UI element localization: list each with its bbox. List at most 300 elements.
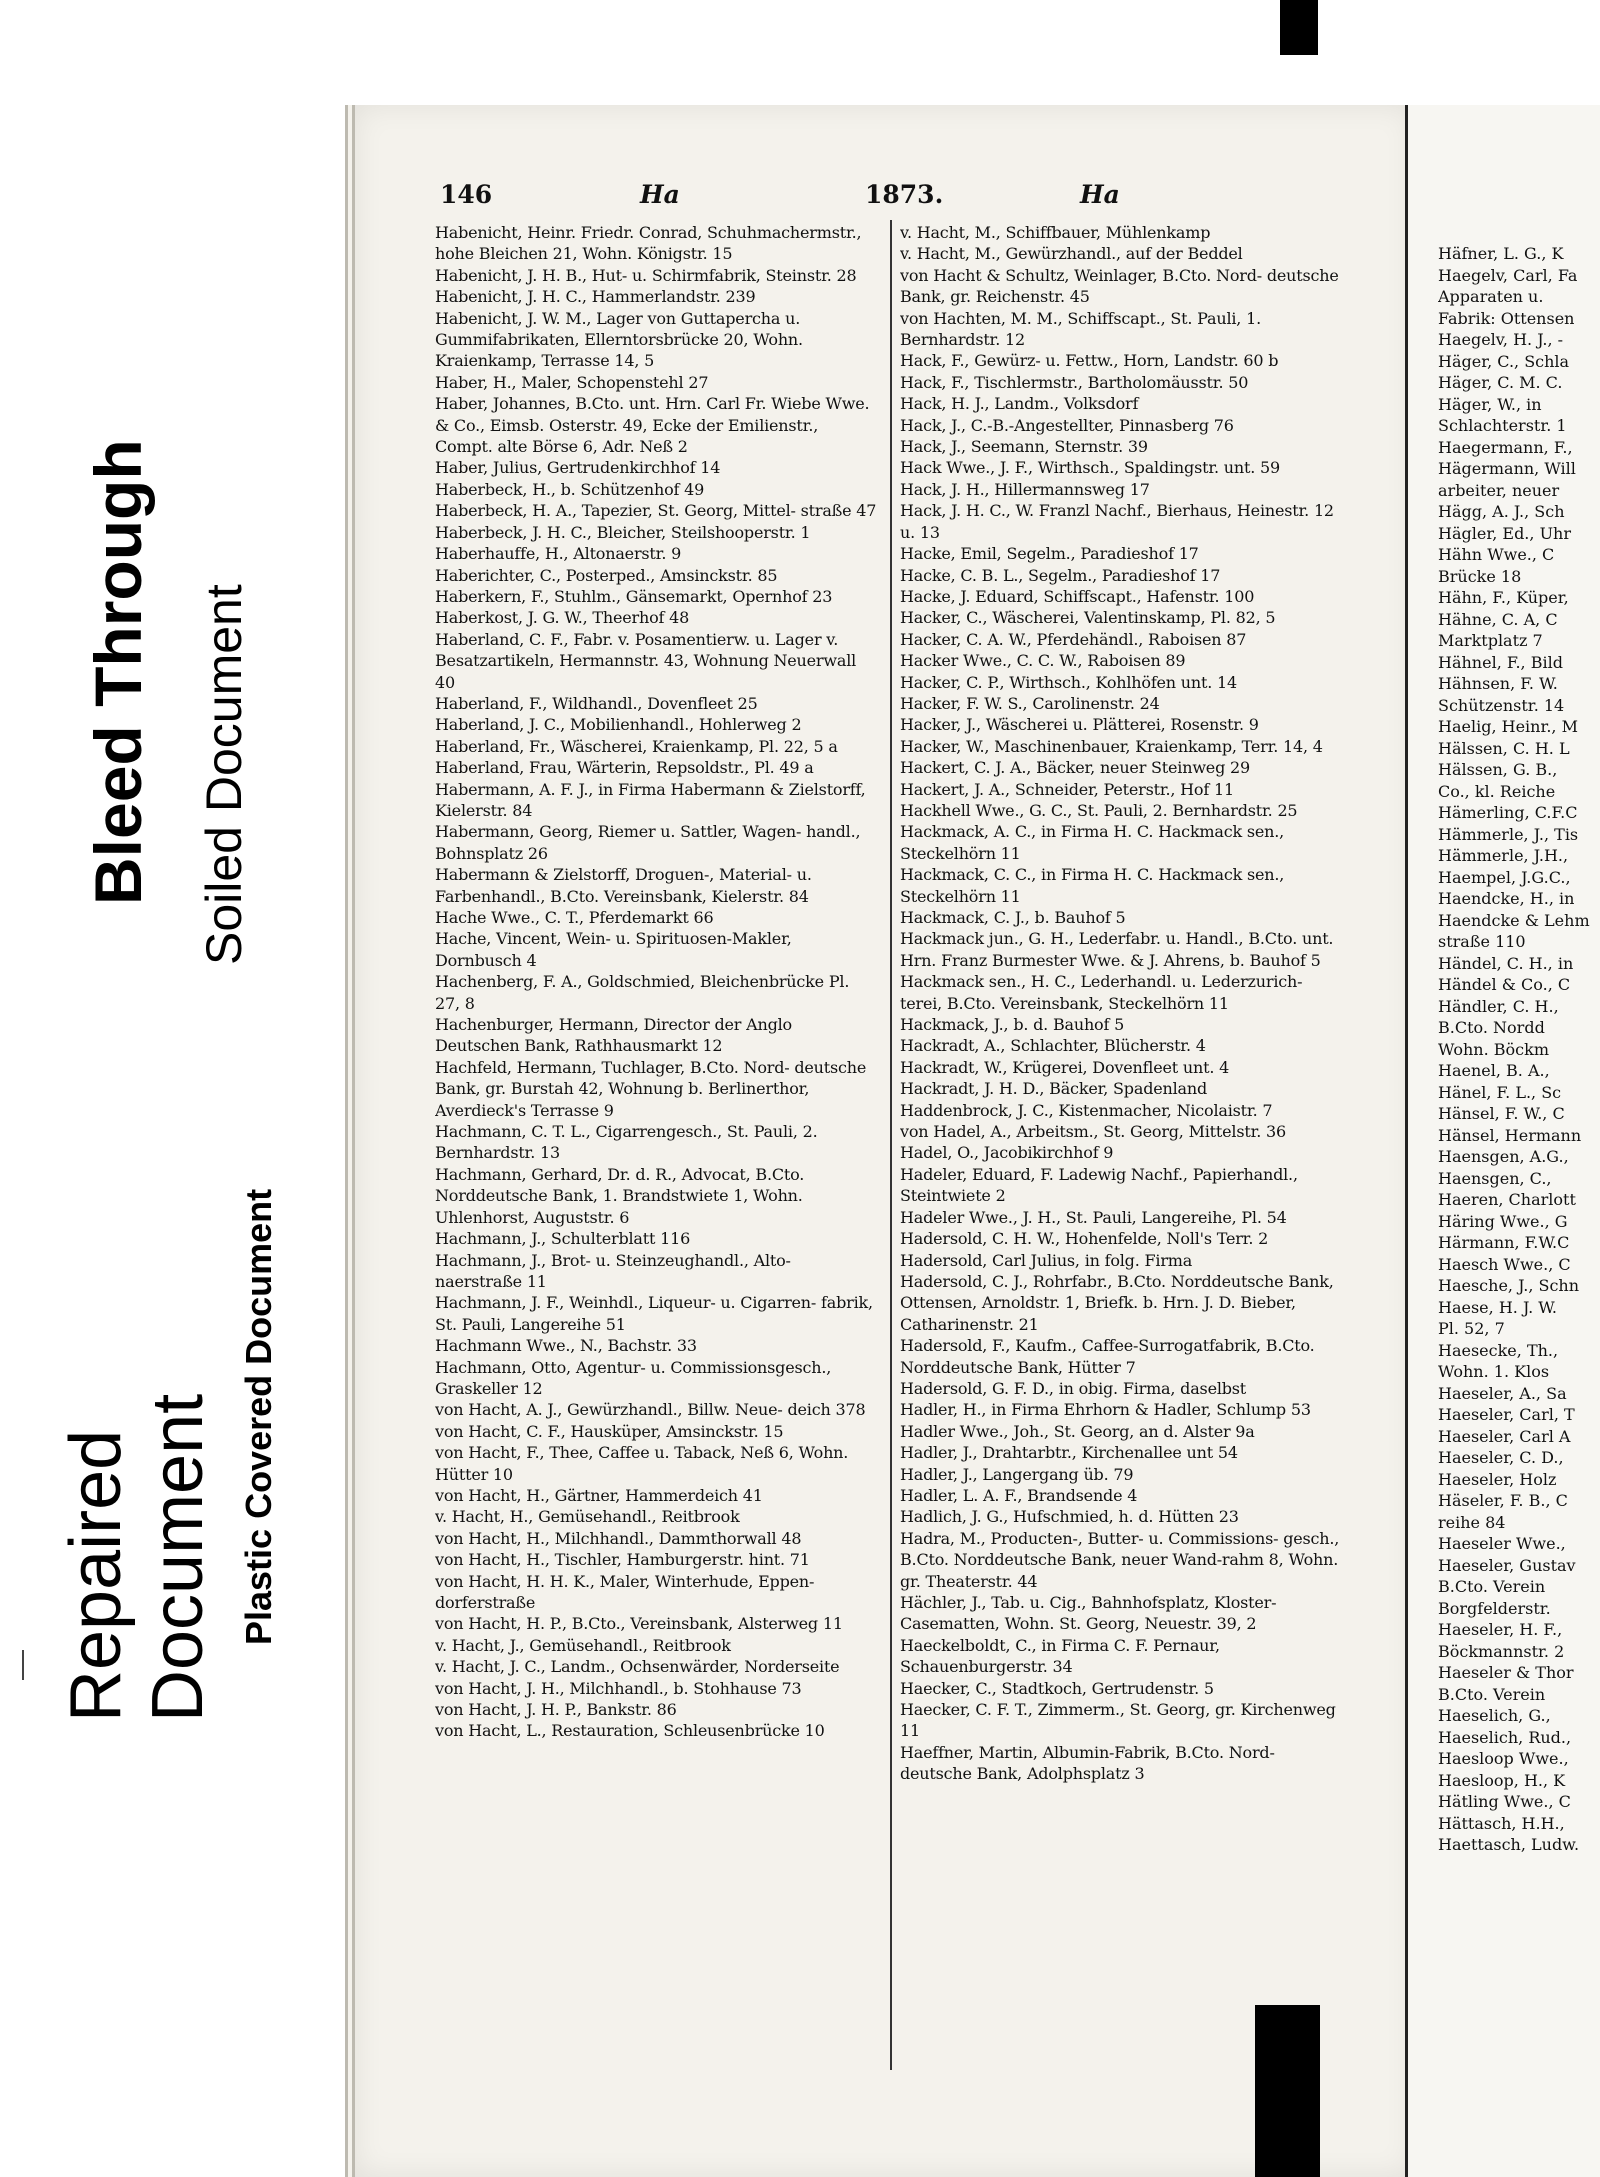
- facing-page-line: Haempel, J.G.C.,: [1438, 867, 1571, 887]
- facing-page-line: Haeseler, A., Sa: [1438, 1383, 1567, 1403]
- entry-text: Hachenburger, Hermann, Director der Anglo: [435, 1015, 792, 1035]
- facing-page-line: reihe 84: [1438, 1512, 1506, 1532]
- facing-page-line: Häger, W., in: [1438, 394, 1542, 414]
- entry-text: Hadra, M., Producten-, Butter- u. Commissions-: [900, 1528, 1279, 1548]
- entry-text: Hack, J., C.-B.-Angestellter, Pinnasberg 76: [900, 415, 1234, 435]
- facing-page-line: Hähn, F., Küper,: [1438, 588, 1569, 607]
- facing-page-line: Böckmannstr. 2: [1438, 1641, 1565, 1661]
- directory-entry: [435, 1292, 877, 1335]
- right-column: [900, 222, 1340, 2072]
- directory-entry: [900, 1421, 1340, 1442]
- entry-text: Haberland, J. C., Mobilienhandl., Hohlerweg 2: [435, 715, 802, 735]
- plastic-covered-label: Plastic Covered Document: [238, 1188, 279, 1645]
- directory-entry: [435, 1506, 877, 1527]
- facing-page-line: Häseler, F. B., C: [1438, 1491, 1568, 1510]
- directory-entry: [900, 800, 1340, 821]
- directory-entry: [900, 928, 1340, 971]
- entry-text: Hackmack, A. C., in Firma H. C. Hackmack sen.,: [900, 822, 1285, 842]
- entry-text: Hadler, J., Drahtarbtr., Kirchenallee unt 54: [900, 1443, 1238, 1463]
- entry-text: Hack, J., Seemann, Sternstr. 39: [900, 437, 1148, 457]
- entry-text: Hachmann, J., Schulterblatt 116: [435, 1229, 691, 1249]
- directory-entry: [900, 1335, 1340, 1378]
- entry-text: Hacke, Emil, Segelm., Paradieshof 17: [900, 544, 1199, 564]
- directory-entry: [900, 1635, 1340, 1678]
- entry-text: Hacke, J. Eduard, Schiffscapt., Hafenstr. 100: [900, 586, 1255, 606]
- entry-text: Hackmack jun., G. H., Lederfabr. u. Handl., B.Cto.: [900, 929, 1298, 949]
- directory-entry: [900, 1121, 1340, 1142]
- directory-entry: [900, 1678, 1340, 1699]
- entry-text: Haberkost, J. G. W., Theerhof 48: [435, 608, 690, 628]
- facing-page-line: Händel & Co., C: [1438, 975, 1571, 994]
- entry-text: Hack, J. H. C., W. Franzl Nachf., Bierhaus,: [900, 501, 1233, 521]
- directory-entry: [900, 565, 1340, 586]
- directory-entry: [435, 1421, 877, 1442]
- repaired-line-1: Repaired: [56, 1429, 136, 1722]
- directory-entry: [900, 543, 1340, 564]
- entry-continuation: Wohn. Hütter 10: [435, 1443, 849, 1484]
- directory-entry: [435, 1335, 877, 1356]
- entry-text: Haberhauffe, H., Altonaerstr. 9: [435, 544, 682, 564]
- directory-entry: [435, 393, 877, 457]
- facing-page-line: Häger, C., Schla: [1438, 351, 1570, 371]
- facing-page-line: Haendcke, H., in: [1438, 889, 1575, 908]
- facing-page-column: [1438, 243, 1600, 1856]
- left-section-heading: Ha: [640, 180, 680, 209]
- left-column: [435, 222, 877, 2072]
- entry-continuation: Norddeutsche Bank, 1. Brandstwiete 1, Wohn. Uhlenhorst, Auguststr. 6: [435, 1186, 803, 1227]
- directory-entry: [900, 907, 1340, 928]
- directory-entry: [900, 821, 1340, 864]
- facing-page-line: Hägermann, Will: [1438, 459, 1576, 478]
- repaired-line-2: Document: [138, 1393, 218, 1722]
- directory-entry: [435, 1635, 877, 1656]
- entry-text: Hackradt, J. H. D., Bäcker, Spadenland: [900, 1079, 1208, 1099]
- entry-text: von Hacht, L., Restauration, Schleusenbrücke 10: [435, 1721, 825, 1741]
- facing-page-line: Hätling Wwe., C: [1438, 1792, 1571, 1811]
- entry-text: Hachmann, C. T. L., Cigarrengesch., St. Pauli,: [435, 1122, 798, 1142]
- facing-page-line: Hämmerle, J.H.,: [1438, 846, 1569, 865]
- directory-entry: [435, 607, 877, 628]
- directory-entry: [435, 1057, 877, 1121]
- entry-text: Haberbeck, H. A., Tapezier, St. Georg, Mittel-: [435, 501, 796, 521]
- entry-text: Hächler, J., Tab. u. Cig., Bahnhofsplatz, Kloster-: [900, 1593, 1277, 1612]
- entry-continuation: v. Besatzartikeln, Hermannstr. 43, Wohnung Neuerwall 40: [435, 629, 857, 692]
- facing-page-line: Haesecke, Th.,: [1438, 1340, 1559, 1360]
- directory-entry: [435, 500, 877, 521]
- directory-entry: [435, 457, 877, 478]
- directory-entry: [900, 607, 1340, 628]
- directory-entry: [435, 372, 877, 393]
- directory-entry: [900, 1035, 1340, 1056]
- facing-page-line: Haeselich, Rud.,: [1438, 1727, 1572, 1747]
- facing-page-line: Haegermann, F.,: [1438, 437, 1573, 457]
- entry-text: Hackert, C. J. A., Bäcker, neuer Steinweg 29: [900, 758, 1250, 778]
- directory-entry: [900, 1506, 1340, 1527]
- facing-page-line: Hägg, A. J., Sch: [1438, 502, 1565, 521]
- facing-page-line: Hättasch, H.H.,: [1438, 1813, 1565, 1833]
- directory-entry: [435, 586, 877, 607]
- directory-entry: [435, 693, 877, 714]
- directory-entry: [900, 864, 1340, 907]
- entry-continuation: 1. Bernhardstr. 12: [900, 308, 1261, 350]
- directory-entry: [435, 1699, 877, 1720]
- entry-continuation: B.Cto. Norddeutsche Bank, Hütter 7: [900, 1336, 1315, 1377]
- facing-page-line: Haesche, J., Schn: [1438, 1276, 1580, 1295]
- entry-continuation: Dornbusch 4: [435, 950, 537, 970]
- entry-continuation: handl., Bohnsplatz 26: [435, 822, 861, 863]
- entry-text: Hacker, C., Wäscherei, Valentinskamp, Pl. 82, 5: [900, 608, 1276, 628]
- scan-edge-bar-top: [1280, 0, 1318, 55]
- directory-entry: [900, 971, 1340, 1014]
- entry-continuation: Kirchenweg 11: [900, 1700, 1336, 1741]
- entry-text: Hachfeld, Hermann, Tuchlager, B.Cto. Nord-: [435, 1057, 790, 1077]
- directory-entry: [435, 1720, 877, 1741]
- facing-page-line: Hähn Wwe., C: [1438, 545, 1555, 564]
- directory-entry: [435, 1613, 877, 1634]
- entry-continuation: Steckelhörn 11: [900, 886, 1021, 906]
- entry-continuation: Bank, Ottensen, Arnoldstr. 1, Briefk. b. Hrn. J. D. Bieber, Catharinenstr. 21: [900, 1271, 1334, 1334]
- soiled-document-label: Soiled Document: [196, 584, 252, 965]
- entry-continuation: Gummifabrikaten, Ellerntorsbrücke 20, Wohn. Kraienkamp, Terrasse 14, 5: [435, 330, 803, 371]
- directory-entry: [435, 1228, 877, 1249]
- entry-text: Hack, F., Tischlermstr., Bartholomäusstr. 50: [900, 372, 1249, 392]
- entry-text: Haeckelboldt, C., in Firma C. F. Pernaur,: [900, 1635, 1220, 1655]
- entry-text: Hacker Wwe., C. C. W., Raboisen 89: [900, 651, 1186, 671]
- directory-entry: [435, 779, 877, 822]
- column-divider: [890, 220, 892, 2070]
- facing-page-line: Haendcke & Lehm: [1438, 910, 1590, 930]
- entry-text: Hackmack, C. C., in Firma H. C. Hackmack sen.,: [900, 865, 1285, 885]
- entry-text: von Hacht & Schultz, Weinlager, B.Cto. Nord-: [900, 265, 1262, 285]
- entry-text: Hacker, F. W. S., Carolinenstr. 24: [900, 693, 1160, 713]
- entry-continuation: Steckelhörn 11: [900, 843, 1021, 863]
- entry-continuation: deutsche Bank, Adolphsplatz 3: [900, 1764, 1145, 1784]
- entry-text: Hackradt, W., Krügerei, Dovenfleet unt. 4: [900, 1057, 1230, 1077]
- directory-entry: [900, 1442, 1340, 1463]
- facing-page-line: B.Cto. Verein: [1438, 1684, 1546, 1704]
- directory-entry: [435, 265, 877, 286]
- directory-entry: [435, 864, 877, 907]
- entry-text: Haberichter, C., Posterped., Amsinckstr. 85: [435, 565, 778, 585]
- entry-text: Hacker, J., Wäscherei u. Plätterei, Rosenstr. 9: [900, 715, 1259, 735]
- entry-text: v. Hacht, J. C., Landm., Ochsenwärder, Norderseite: [435, 1657, 840, 1677]
- directory-entry: [900, 586, 1340, 607]
- facing-page-line: Hälssen, C. H. L: [1438, 738, 1570, 758]
- directory-entry: [900, 1378, 1340, 1399]
- entry-text: Habermann, Georg, Riemer u. Sattler, Wagen-: [435, 822, 802, 842]
- entry-text: von Hacht, H. P., B.Cto., Vereinsbank, Alsterweg 11: [435, 1614, 843, 1634]
- entry-continuation: straße 47: [800, 501, 877, 521]
- facing-page-line: Schützenstr. 14: [1438, 695, 1565, 715]
- entry-text: Hadersold, C. J., Rohrfabr., B.Cto. Norddeutsche: [900, 1271, 1284, 1291]
- directory-entry: [435, 1656, 877, 1677]
- scan-edge-bar-bottom: [1255, 2005, 1320, 2177]
- entry-text: Hadler, H., in Firma Ehrhorn & Hadler, Schlump 53: [900, 1400, 1311, 1420]
- facing-page-line: Haettasch, Ludw.: [1438, 1835, 1580, 1854]
- directory-entry: [900, 265, 1340, 308]
- entry-text: Hachmann, J. F., Weinhdl., Liqueur- u. Cigarren-: [435, 1293, 817, 1313]
- entry-continuation: 2. Bernhardstr. 13: [435, 1122, 818, 1163]
- directory-entry: [900, 372, 1340, 393]
- directory-entry: [900, 693, 1340, 714]
- archival-stamps: [0, 0, 330, 2177]
- directory-entry: [435, 1442, 877, 1485]
- entry-text: Hachenberg, F. A., Goldschmied, Bleichenbrücke: [435, 972, 824, 992]
- facing-page-line: Haenel, B. A.,: [1438, 1061, 1550, 1080]
- directory-entry: [435, 543, 877, 564]
- directory-entry: [900, 714, 1340, 735]
- facing-page-line: Haeseler Wwe.,: [1438, 1534, 1566, 1553]
- directory-entry: [435, 1549, 877, 1570]
- facing-page-line: Haensgen, C.,: [1438, 1168, 1552, 1188]
- entry-text: Haber, Julius, Gertrudenkirchhof 14: [435, 458, 721, 478]
- entry-continuation: terei, B.Cto. Vereinsbank, Steckelhörn 11: [900, 993, 1229, 1013]
- entry-text: Haberland, C. F., Fabr. v. Posamentierw. u. Lager: [435, 629, 822, 649]
- entry-text: Hadler Wwe., Joh., St. Georg, an d. Alster 9a: [900, 1421, 1255, 1441]
- directory-entry: [900, 629, 1340, 650]
- directory-entry: [900, 1250, 1340, 1271]
- entry-continuation: Farbenhandl., B.Cto. Vereinsbank, Kielerstr. 84: [435, 886, 809, 906]
- directory-entry: [900, 415, 1340, 436]
- entry-text: Hack, F., Gewürz- u. Fettw., Horn, Landstr. 60 b: [900, 351, 1279, 371]
- facing-page-line: Hähnel, F., Bild: [1438, 652, 1563, 672]
- entry-text: Haberland, Fr., Wäscherei, Kraienkamp, Pl. 22, 5 a: [435, 736, 838, 756]
- facing-page-line: Hägler, Ed., Uhr: [1438, 523, 1571, 543]
- page-header: [440, 180, 1270, 220]
- entry-continuation: Graskeller 12: [435, 1378, 543, 1398]
- facing-page-line: Haeseler & Thor: [1438, 1663, 1574, 1682]
- entry-text: Hacker, C. P., Wirthsch., Kohlhöfen unt. 14: [900, 672, 1237, 692]
- entry-text: Haberbeck, H., b. Schützenhof 49: [435, 479, 705, 499]
- directory-entry: [900, 672, 1340, 693]
- entry-text: Hackmack, J., b. d. Bauhof 5: [900, 1015, 1125, 1035]
- entry-text: von Hacht, H. H. K., Maler, Winterhude, Eppen-: [435, 1571, 815, 1591]
- facing-page-line: Hälssen, G. B.,: [1438, 760, 1558, 779]
- entry-text: v. Hacht, M., Schiffbauer, Mühlenkamp: [900, 223, 1211, 242]
- facing-page-line: Haese, H. J. W.: [1438, 1297, 1558, 1317]
- directory-entry: [435, 1399, 877, 1420]
- entry-continuation: dorferstraße: [435, 1593, 536, 1612]
- facing-page-line: Brücke 18: [1438, 566, 1522, 586]
- facing-page-line: Apparaten u.: [1438, 287, 1544, 306]
- entry-text: von Hadel, A., Arbeitsm., St. Georg, Mittelstr. 36: [900, 1122, 1286, 1142]
- directory-entry: [435, 714, 877, 735]
- facing-page-line: Haeseler, Gustav: [1438, 1555, 1576, 1575]
- facing-page-line: Borgfelderstr.: [1438, 1598, 1551, 1618]
- directory-entry: [435, 736, 877, 757]
- bleed-through-label: Bleed Through: [81, 439, 155, 905]
- directory-entry: [435, 1678, 877, 1699]
- directory-entry: [435, 1571, 877, 1614]
- entry-text: Hache, Vincent, Wein- u. Spirituosen-Makler,: [435, 929, 792, 949]
- directory-entry: [435, 629, 877, 693]
- directory-entry: [900, 308, 1340, 351]
- facing-page-line: arbeiter, neuer: [1438, 480, 1560, 500]
- entry-continuation: hohe Bleichen 21, Wohn. Königstr. 15: [435, 244, 733, 264]
- entry-text: Hack, H. J., Landm., Volksdorf: [900, 394, 1139, 414]
- entry-text: Hadler, J., Langergang üb. 79: [900, 1464, 1134, 1484]
- entry-text: Haecker, C., Stadtkoch, Gertrudenstr. 5: [900, 1678, 1214, 1698]
- facing-page-line: Marktplatz 7: [1438, 631, 1543, 650]
- entry-text: von Hacht, J. H., Milchhandl., b. Stohhause 73: [435, 1678, 802, 1698]
- entry-continuation: deutsche Bank, gr. Reichenstr. 45: [900, 265, 1339, 307]
- entry-text: v. Hacht, M., Gewürzhandl., auf der Beddel: [900, 244, 1243, 264]
- directory-entry: [435, 907, 877, 928]
- facing-page-line: Haegelv, H. J., -: [1438, 330, 1564, 349]
- entry-text: von Hacht, A. J., Gewürzhandl., Billw. Neue-: [435, 1400, 783, 1420]
- facing-page-line: Härmann, F.W.C: [1438, 1233, 1570, 1252]
- facing-page-line: Co., kl. Reiche: [1438, 781, 1556, 801]
- facing-page-line: Hänsel, F. W., C: [1438, 1104, 1565, 1123]
- directory-entry: [900, 1399, 1340, 1420]
- entry-text: Hackert, J. A., Schneider, Peterstr., Hof 11: [900, 779, 1234, 799]
- entry-continuation: naerstraße 11: [435, 1271, 547, 1291]
- facing-page-line: Häring Wwe., G: [1438, 1211, 1568, 1231]
- facing-page-line: Wohn. Böckm: [1438, 1039, 1549, 1059]
- facing-page-line: Haesch Wwe., C: [1438, 1254, 1571, 1274]
- entry-text: Haberland, F., Wildhandl., Dovenfleet 25: [435, 693, 758, 713]
- directory-entry: [900, 1014, 1340, 1035]
- entry-text: von Hacht, H., Gärtner, Hammerdeich 41: [435, 1485, 763, 1505]
- directory-entry: [435, 286, 877, 307]
- facing-page-line: Haensgen, A.G.,: [1438, 1147, 1569, 1166]
- directory-entry: [900, 243, 1340, 264]
- entry-text: Habermann, A. F. J., in Firma Habermann &: [435, 779, 784, 799]
- facing-page-line: Hähne, C. A, C: [1438, 609, 1558, 629]
- directory-entry: [900, 1485, 1340, 1506]
- directory-entry: [435, 1121, 877, 1164]
- entry-text: Hack Wwe., J. F., Wirthsch., Spaldingstr. unt. 59: [900, 458, 1280, 478]
- directory-entry: [435, 565, 877, 586]
- facing-page-line: Hänsel, Hermann: [1438, 1125, 1582, 1145]
- entry-text: Hackhell Wwe., G. C., St. Pauli, 2. Bernhardstr. 25: [900, 800, 1298, 820]
- entry-text: Hadeler, Eduard, F. Ladewig Nachf., Papierhandl.,: [900, 1164, 1298, 1184]
- directory-entry: [900, 1057, 1340, 1078]
- entry-text: Hadersold, G. F. D., in obig. Firma, daselbst: [900, 1378, 1247, 1398]
- directory-entry: [900, 1078, 1340, 1099]
- entry-text: Hacke, C. B. L., Segelm., Paradieshof 17: [900, 565, 1221, 585]
- repaired-document-label: [55, 1394, 219, 1722]
- directory-entry: [435, 1164, 877, 1228]
- entry-text: Hadersold, F., Kaufm., Caffee-Surrogatfabrik,: [900, 1336, 1261, 1356]
- directory-entry: [900, 436, 1340, 457]
- entry-text: Haberkern, F., Stuhlm., Gänsemarkt, Opernhof 23: [435, 586, 833, 606]
- entry-text: Hackradt, A., Schlachter, Blücherstr. 4: [900, 1036, 1206, 1056]
- facing-page-line: Haesloop Wwe.,: [1438, 1749, 1569, 1768]
- directory-entry: [435, 1357, 877, 1400]
- entry-continuation: fabrik, St. Pauli, Langereihe 51: [435, 1293, 873, 1334]
- entry-text: Habenicht, J. H. C., Hammerlandstr. 239: [435, 287, 756, 307]
- directory-entry: [435, 757, 877, 778]
- directory-entry: [900, 779, 1340, 800]
- facing-page-line: Hämerling, C.F.C: [1438, 803, 1578, 822]
- entry-text: v. Hacht, J., Gemüsehandl., Reitbrook: [435, 1635, 731, 1655]
- entry-continuation: gesch., B.Cto. Norddeutsche Bank, neuer Wand-rahm 8, Wohn. gr. Theaterstr. 44: [900, 1528, 1340, 1591]
- directory-entry: [900, 1592, 1340, 1635]
- facing-page-line: Haeseler, H. F.,: [1438, 1620, 1563, 1639]
- entry-text: Hachmann, Otto, Agentur- u. Commissionsgesch.,: [435, 1357, 832, 1377]
- facing-page-line: Hämmerle, J., Tis: [1438, 824, 1579, 844]
- facing-page-line: Schlachterstr. 1: [1438, 416, 1567, 435]
- directory-entry: [900, 1528, 1340, 1592]
- entry-text: Hack, J. H., Hillermannsweg 17: [900, 479, 1150, 499]
- directory-entry: [900, 757, 1340, 778]
- entry-continuation: Wwe. & Co., Eimsb. Osterstr. 49, Ecke der Emilienstr., Compt. alte Börse 6, Adr. Neß 2: [435, 394, 870, 457]
- entry-text: Hachmann, J., Brot- u. Steinzeughandl., Alto-: [435, 1250, 791, 1270]
- entry-continuation: Steinstr. 28: [765, 265, 857, 285]
- entry-text: Haber, Johannes, B.Cto. unt. Hrn. Carl Fr. Wiebe: [435, 394, 821, 414]
- facing-page-line: Haeseler, C. D.,: [1438, 1448, 1564, 1467]
- facing-page-line: Haeseler, Carl, T: [1438, 1405, 1575, 1424]
- entry-text: Habenicht, Heinr. Friedr. Conrad, Schuhmachermstr.,: [435, 223, 862, 242]
- facing-page-line: Haeseler, Holz: [1438, 1469, 1557, 1489]
- facing-page-line: Hänel, F. L., Sc: [1438, 1082, 1562, 1102]
- entry-continuation: deutsche Bank, gr. Burstah 42, Wohnung b. Berlinerthor, Averdieck's Terrasse 9: [435, 1057, 867, 1120]
- directory-entry: [900, 350, 1340, 371]
- entry-continuation: Schauenburgerstr. 34: [900, 1657, 1073, 1677]
- entry-text: Hackmack sen., H. C., Lederhandl. u. Lederzurich-: [900, 972, 1303, 992]
- facing-page-line: B.Cto. Nordd: [1438, 1018, 1545, 1037]
- directory-entry: [900, 393, 1340, 414]
- directory-entry: [435, 1485, 877, 1506]
- directory-entry: [900, 457, 1340, 478]
- directory-entry: [900, 1228, 1340, 1249]
- facing-page-line: Haelig, Heinr., M: [1438, 717, 1578, 736]
- facing-page-line: straße 110: [1438, 932, 1526, 951]
- facing-page-line: Hähnsen, F. W.: [1438, 674, 1558, 693]
- entry-text: Hadersold, Carl Julius, in folg. Firma: [900, 1250, 1193, 1270]
- directory-entry: [900, 500, 1340, 543]
- entry-text: von Hacht, H., Milchhandl., Dammthorwall 48: [435, 1528, 802, 1548]
- entry-continuation: deich 378: [787, 1400, 866, 1420]
- entry-text: Hachmann Wwe., N., Bachstr. 33: [435, 1336, 697, 1356]
- facing-page-line: Händler, C. H.,: [1438, 996, 1559, 1016]
- directory-entry: [900, 736, 1340, 757]
- directory-entry: [435, 971, 877, 1014]
- entry-text: Hackmack, C. J., b. Bauhof 5: [900, 908, 1126, 927]
- entry-text: Hadel, O., Jacobikirchhof 9: [900, 1143, 1114, 1163]
- page-number: 146: [440, 180, 493, 209]
- directory-entry: [900, 650, 1340, 671]
- directory-entry: [900, 479, 1340, 500]
- entry-text: Haeffner, Martin, Albumin-Fabrik, B.Cto. Nord-: [900, 1742, 1275, 1762]
- entry-text: Hadlich, J. G., Hufschmied, h. d. Hütten 23: [900, 1507, 1239, 1527]
- directory-entry: [900, 1699, 1340, 1742]
- facing-page-line: Haeren, Charlott: [1438, 1190, 1576, 1209]
- facing-page-fragment: [1405, 105, 1600, 2177]
- facing-page-line: Häger, C. M. C.: [1438, 373, 1563, 392]
- facing-page-line: Haegelv, Carl, Fa: [1438, 265, 1578, 285]
- entry-text: von Hachten, M. M., Schiffscapt., St. Pauli,: [900, 308, 1242, 328]
- directory-entry: [435, 222, 877, 265]
- directory-entry: [900, 1207, 1340, 1228]
- entry-text: Hacker, C. A. W., Pferdehändl., Raboisen 87: [900, 629, 1247, 649]
- facing-page-line: Fabrik: Ottensen: [1438, 308, 1575, 328]
- entry-continuation: Pl. 27, 8: [435, 972, 850, 1013]
- entry-text: Habermann & Zielstorff, Droguen-, Material- u.: [435, 865, 812, 885]
- entry-continuation: unt. Hrn. Franz Burmester Wwe. & J. Ahrens, b. Bauhof 5: [900, 929, 1334, 970]
- directory-entry: [900, 1464, 1340, 1485]
- facing-page-line: Pl. 52, 7: [1438, 1319, 1505, 1338]
- directory-entry: [435, 928, 877, 971]
- facing-page-line: Häfner, L. G., K: [1438, 244, 1564, 263]
- entry-text: Hache Wwe., C. T., Pferdemarkt 66: [435, 908, 714, 927]
- directory-entry: [435, 1528, 877, 1549]
- entry-text: Hadler, L. A. F., Brandsende 4: [900, 1485, 1138, 1505]
- year-heading: 1873.: [865, 180, 944, 209]
- entry-text: v. Hacht, H., Gemüsehandl., Reitbrook: [435, 1507, 740, 1527]
- margin-mark: [22, 1650, 24, 1680]
